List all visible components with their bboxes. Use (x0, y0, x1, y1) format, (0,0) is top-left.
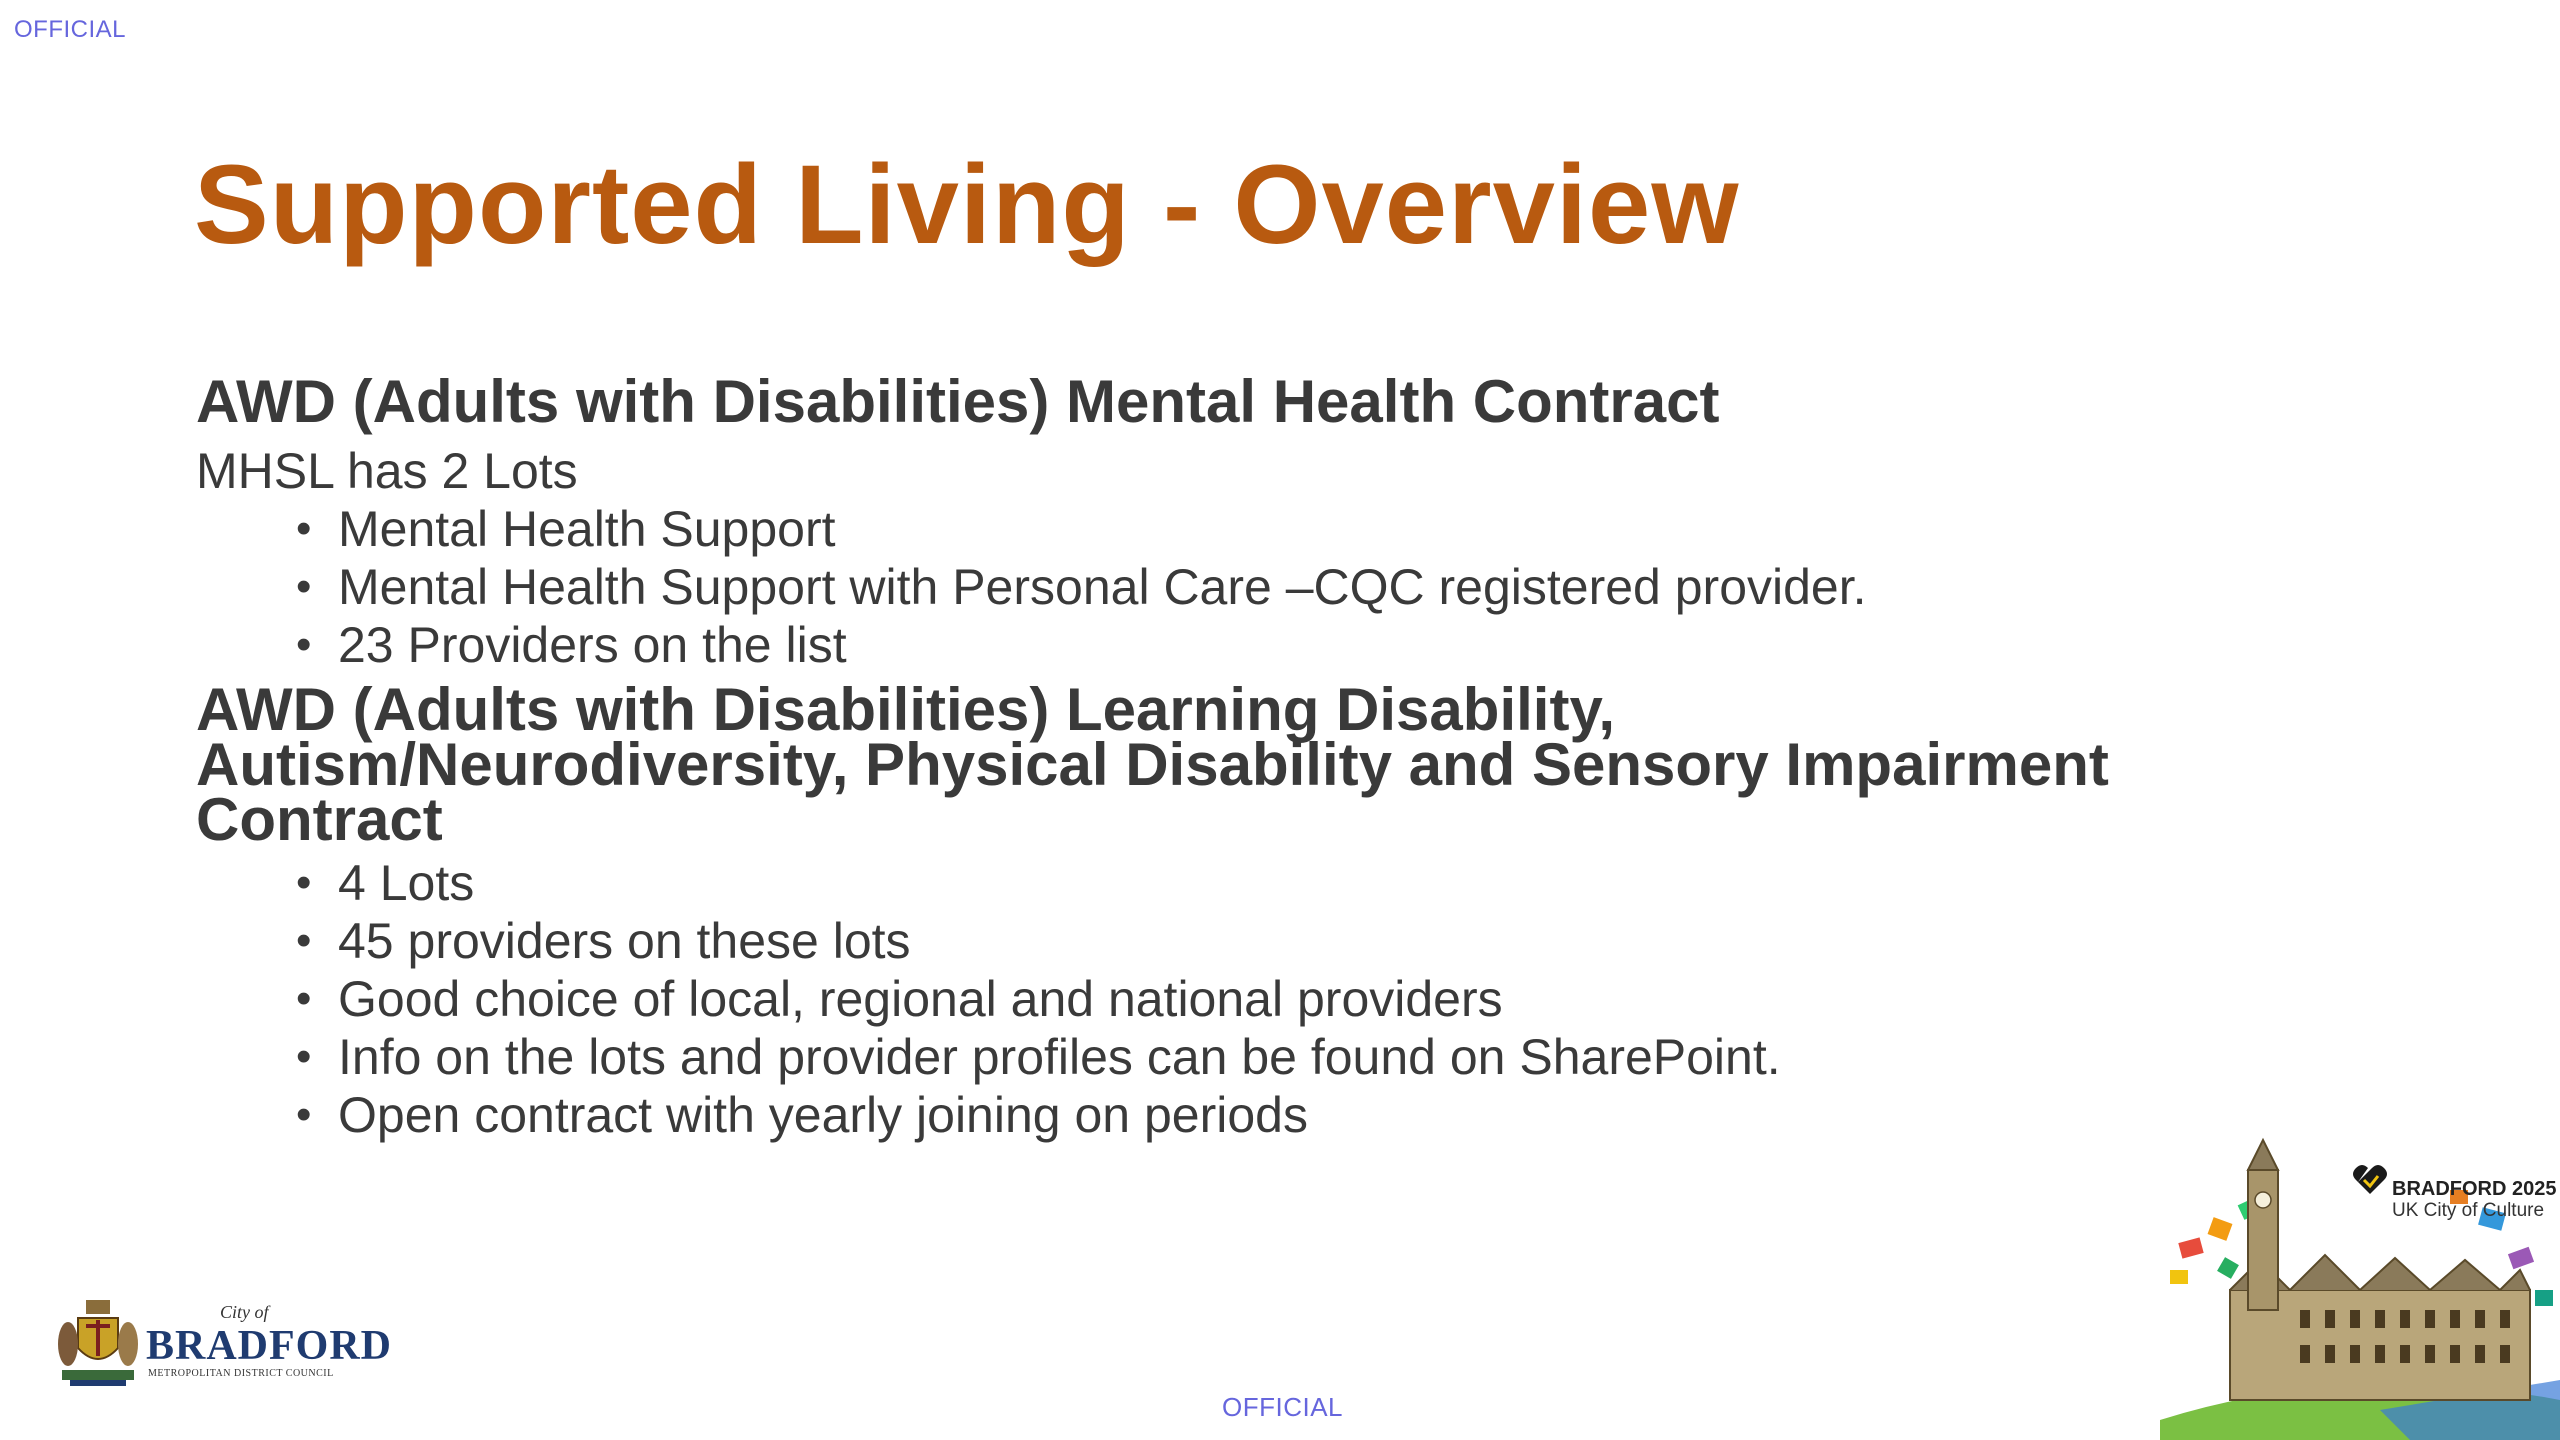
bullet-text: Info on the lots and provider profiles can be found on SharePoint. (338, 1028, 1781, 1085)
classification-marking-top: OFFICIAL (14, 16, 127, 43)
bullet-icon: • (296, 973, 312, 1023)
heading-line: AWD (Adults with Disabilities) Learning Disability, (196, 676, 1616, 743)
list-item (296, 912, 2316, 970)
culture-badge-subtitle: UK City of Culture (2392, 1200, 2545, 1221)
bradford-council-logo (56, 1296, 392, 1392)
bullet-icon: • (296, 620, 312, 669)
bullet-icon: • (296, 857, 312, 907)
heading-line: Autism/Neurodiversity, Physical Disability and Sensory Impairment (196, 731, 2109, 799)
section-heading-mental-health: AWD (Adults with Disabilities) Mental Health Contract (196, 368, 1720, 435)
council-subtitle-label: METROPOLITAN DISTRICT COUNCIL (148, 1368, 334, 1379)
classification-marking-bottom: OFFICIAL (1222, 1392, 1344, 1422)
bullet-text: Open contract with yearly joining on periods (338, 1086, 1308, 1143)
list-item (296, 1028, 2316, 1086)
council-name-label: BRADFORD (146, 1323, 392, 1369)
slide-title: Supported Living - Overview (194, 142, 1740, 267)
bullet-list-learning-disability (196, 854, 2316, 1144)
list-item (296, 500, 2316, 558)
list-item (296, 854, 2316, 912)
bullet-icon: • (296, 504, 312, 553)
bullet-icon: • (296, 1089, 312, 1139)
city-hall-illustration-icon (2150, 1130, 2560, 1440)
bullet-icon: • (296, 915, 312, 965)
section-intro-mhsl: MHSL has 2 Lots (196, 443, 578, 499)
list-item (296, 1086, 2316, 1144)
bullet-text: 4 Lots (338, 854, 475, 911)
bullet-text: Good choice of local, regional and national providers (338, 970, 1503, 1027)
bullet-icon: • (296, 1031, 312, 1081)
bullet-text: Mental Health Support (338, 501, 836, 557)
council-city-of-label: City of (220, 1302, 269, 1322)
section-heading-learning-disability (196, 676, 2316, 854)
slide-body (196, 368, 2316, 1144)
bullet-text: 23 Providers on the list (338, 617, 847, 673)
bullet-icon: • (296, 562, 312, 611)
coat-of-arms-icon (56, 1296, 140, 1390)
bullet-text: 45 providers on these lots (338, 912, 911, 969)
bullet-list-mental-health (196, 500, 2316, 674)
heading-line: Contract (196, 786, 443, 854)
culture-badge-title: BRADFORD 2025 (2392, 1178, 2557, 1200)
list-item (296, 970, 2316, 1028)
list-item (296, 616, 2316, 674)
bradford-2025-badge (2150, 1130, 2560, 1440)
list-item (296, 558, 2316, 616)
bullet-text: Mental Health Support with Personal Care –CQC registered provider. (338, 559, 1867, 615)
